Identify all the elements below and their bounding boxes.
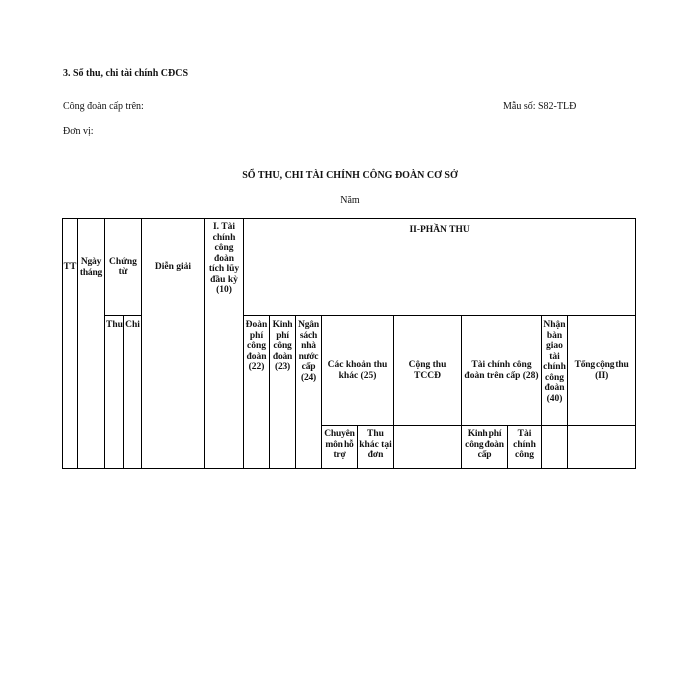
voucher-header — [105, 219, 142, 316]
other-professional-label: Chuyên môn hỗ trợ — [324, 429, 355, 460]
revenue-ledger-table — [62, 218, 636, 469]
voucher-in-header — [105, 316, 124, 469]
union-fees-label: Đoàn phí công đoàn (22) — [245, 320, 268, 372]
opening-balance-header — [205, 219, 244, 469]
superior-funds-label: Kinh phí công đoàn cấp — [465, 429, 504, 460]
superior-finance-label: Tài chính công đoàn trên cấp (28) — [464, 360, 539, 381]
grand-total-sub-cell — [568, 426, 636, 469]
other-revenue-header — [322, 316, 394, 426]
voucher-out-label: Chi — [125, 320, 140, 330]
document-title: SỔ THU, CHI TÀI CHÍNH CÔNG ĐOÀN CƠ SỞ — [242, 170, 458, 181]
state-budget-header — [296, 316, 322, 469]
superior-funds-header — [462, 426, 508, 469]
form-code: Mẫu số: S82-TLĐ — [503, 101, 577, 112]
year-label: Năm — [340, 195, 360, 206]
total-tccd-header — [394, 316, 462, 426]
total-tccd-sub-cell — [394, 426, 462, 469]
handover-sub-cell — [542, 426, 568, 469]
date-header-label: Ngày tháng — [79, 257, 103, 278]
other-unit-label: Thu khác tại đơn — [359, 429, 392, 460]
superior-finance-header — [462, 316, 542, 426]
handover-label: Nhận bàn giao tài chính công đoàn (40) — [543, 320, 566, 404]
description-header-label: Diễn giải — [154, 262, 192, 273]
revenue-section-header — [244, 219, 636, 316]
union-fees-header — [244, 316, 270, 469]
grand-total-header — [568, 316, 636, 426]
handover-header — [542, 316, 568, 426]
voucher-header-label: Chứng từ — [109, 256, 137, 277]
voucher-in-label: Thu — [106, 320, 123, 330]
header-row-1 — [63, 219, 636, 316]
other-revenue-label: Các khoản thu khác (25) — [327, 360, 388, 381]
union-funds-header — [270, 316, 296, 469]
date-header — [78, 219, 105, 469]
superior-fin-short-header — [508, 426, 542, 469]
grand-total-label: Tổng cộng thu (II) — [574, 360, 629, 381]
state-budget-label: Ngân sách nhà nước cấp (24) — [298, 320, 319, 383]
other-unit-header — [358, 426, 394, 469]
unit-label: Đơn vị: — [63, 126, 94, 137]
other-professional-header — [322, 426, 358, 469]
section-title: 3. Sổ thu, chi tài chính CĐCS — [63, 68, 189, 79]
superior-union-label: Công đoàn cấp trên: — [63, 101, 144, 112]
union-funds-label: Kinh phí công đoàn (23) — [272, 320, 293, 372]
description-header — [142, 219, 205, 469]
voucher-out-header — [124, 316, 142, 469]
revenue-section-label: II-PHẦN THU — [409, 225, 470, 235]
superior-fin-short-label: Tài chính công — [513, 429, 536, 460]
tt-header — [63, 219, 78, 469]
tt-header-label: TT — [63, 262, 77, 273]
opening-balance-label: I. Tài chính công đoàn tích lũy đầu kỳ (10) — [208, 222, 240, 295]
total-tccd-label: Cộng thu TCCĐ — [408, 360, 447, 381]
